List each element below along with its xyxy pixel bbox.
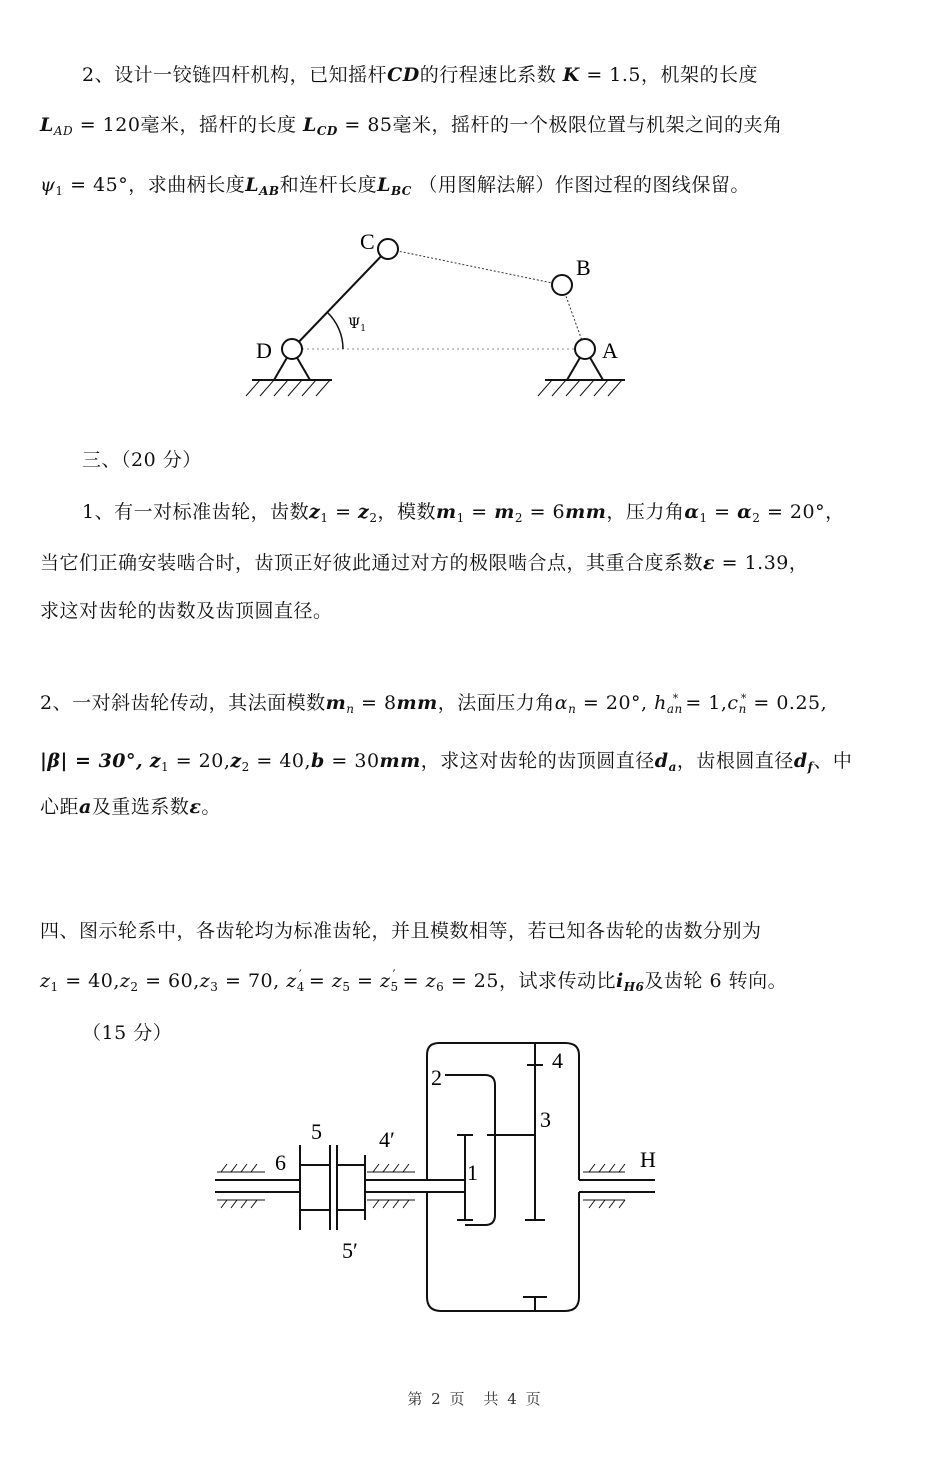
rocker-cd (292, 249, 388, 349)
q3-2-line-2: |β| = 30°, $z_1 = 20,z_2 = 40,b = 30mm$，求这对齿轮的齿顶圆直径$d_a$，齿根圆直径$d_f$、中 (40, 750, 853, 774)
label-c: C (360, 229, 375, 254)
q4-line-2: $z_1 = 40,z_2 = 60,z_3 = 70$, $z_4' = z_5 = z_5' = z_6 = 25$，试求传动比$i_{H6}$及齿轮 6 转向。 (40, 968, 788, 994)
label-gear-4: 4 (552, 1048, 563, 1073)
q3-1-line-3: 求这对齿轮的齿数及齿顶圆直径。 (40, 600, 333, 622)
joint-b (552, 275, 572, 295)
q2-line-1: 2、设计一铰链四杆机构，已知摇杆CD的行程速比系数 K = 1.5，机架的长度 (82, 64, 759, 86)
q3-2-line-3: 心距a及重选系数ε。 (40, 796, 221, 818)
q3-1-line-1: 1、有一对标准齿轮，齿数$z_1 = z_2$，模数$m_1 = m_2 = 6mm$，压力角$\alpha_1 = \alpha_2 = 20^\circ$， (82, 501, 845, 525)
q2-line-2: $L_{AD} = 120$毫米，摇杆的长度 $L_{CD} = 85$毫米，摇杆的一个极限位置与机架之间的夹角 (40, 114, 783, 138)
gear-2 (445, 1075, 495, 1225)
label-gear-5-prime: 5′ (342, 1238, 358, 1263)
angle-psi-arc (327, 312, 343, 349)
label-a: A (602, 338, 618, 363)
label-gear-4-prime: 4′ (379, 1127, 395, 1152)
joint-d (282, 339, 302, 359)
joint-a (575, 339, 595, 359)
carrier-h-frame-lower (427, 1192, 579, 1311)
joint-c (378, 239, 398, 259)
label-carrier-h: H (640, 1147, 656, 1172)
section-3-heading: 三、（20 分） (82, 449, 202, 471)
coupler-cb (388, 249, 562, 285)
label-b: B (576, 255, 591, 280)
label-gear-1: 1 (467, 1160, 478, 1185)
symbol-cd: CD (387, 64, 420, 86)
label-d: D (256, 338, 272, 363)
q4-line-1: 四、图示轮系中，各齿轮均为标准齿轮，并且模数相等，若已知各齿轮的齿数分别为 (40, 920, 762, 942)
q4-score: （15 分） (82, 1022, 173, 1044)
q3-2-line-1: 2、一对斜齿轮传动，其法面模数$m_n = 8mm$，法面压力角$\alpha_n = 20^\circ$, $h_{an}^* = 1,c_n^* = 0.25$, (40, 691, 828, 716)
q2-line-3: $\psi_1 = 45^\circ$，求曲柄长度$L_{AB}$和连杆长度$L_{BC}$ （用图解法解）作图过程的图线保留。 (40, 174, 750, 198)
q3-1-line-2: 当它们正确安装啮合时，齿顶正好彼此通过对方的极限啮合点，其重合度系数ε = 1.39， (40, 552, 809, 574)
label-psi1: $\Psi_1$ (348, 316, 367, 334)
page-footer: 第 2 页 共 4 页 (407, 1390, 543, 1408)
label-gear-3: 3 (540, 1107, 551, 1132)
four-bar-linkage-figure (230, 215, 650, 410)
label-gear-5: 5 (311, 1119, 322, 1144)
label-gear-6: 6 (275, 1150, 286, 1175)
label-gear-2: 2 (431, 1065, 442, 1090)
gear-train-figure (205, 1035, 675, 1320)
